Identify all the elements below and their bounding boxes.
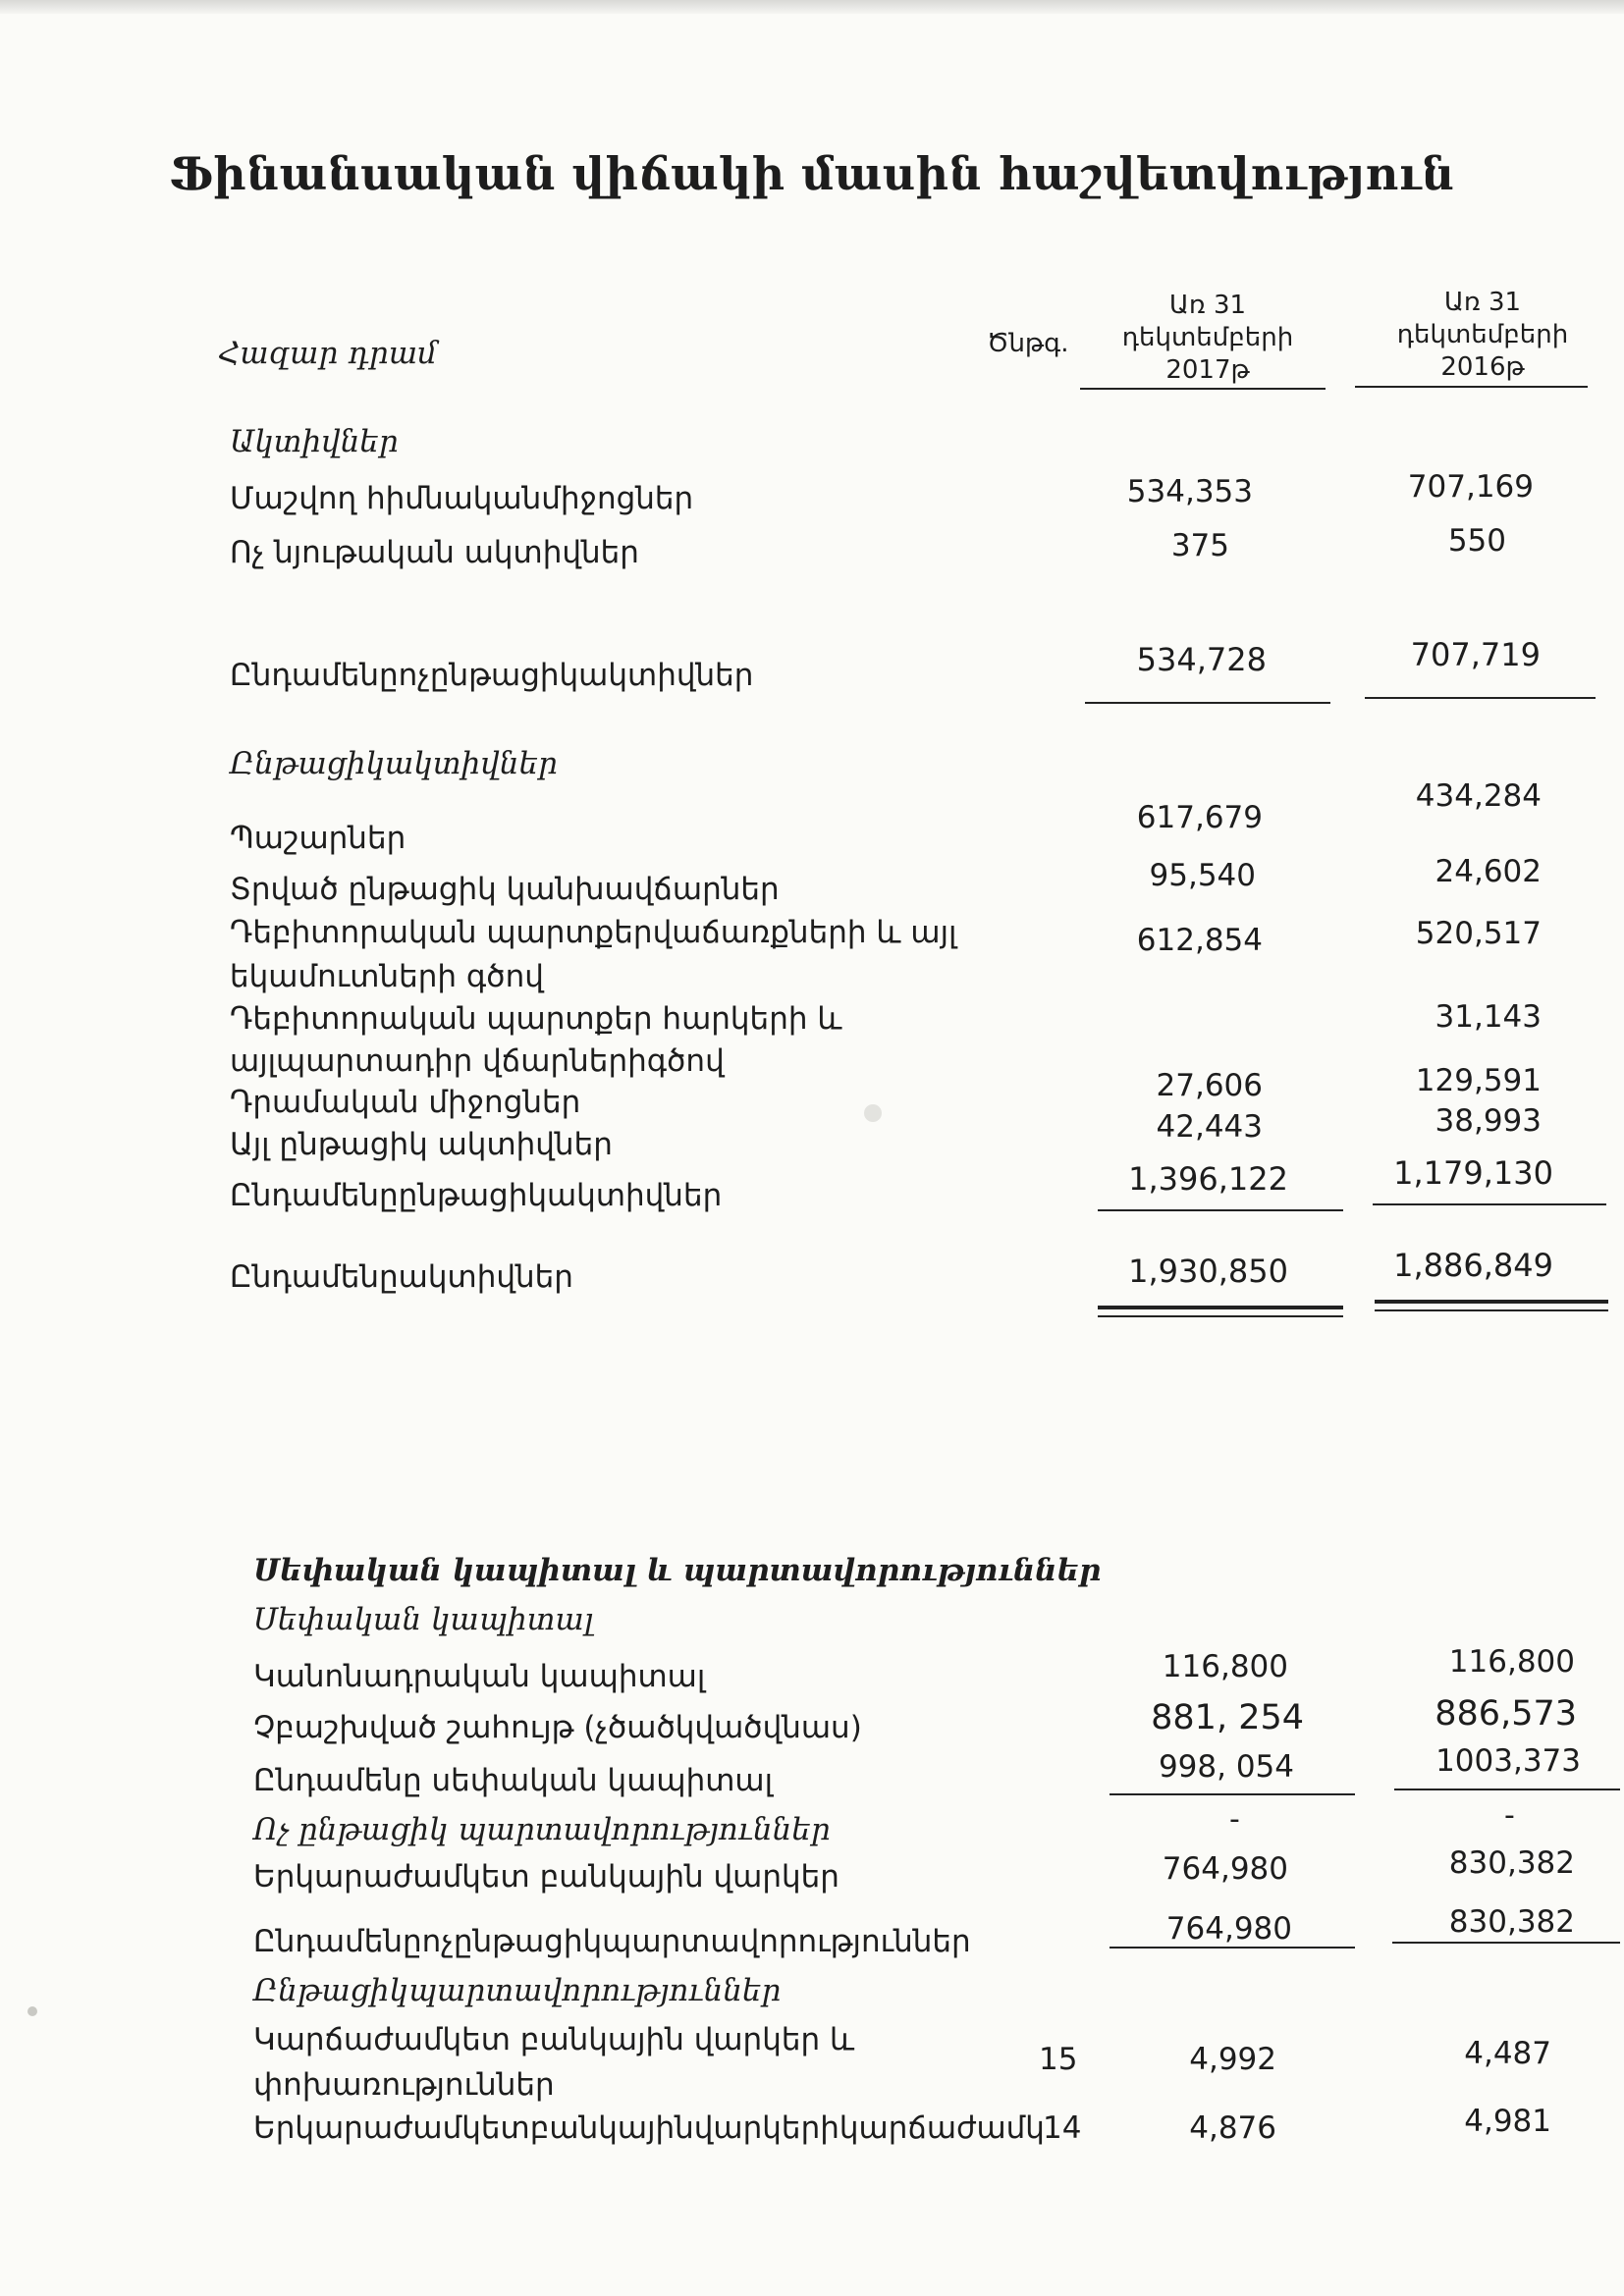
column-header-2016: Առ 31 դեկտեմբերի 2016թ: [1396, 288, 1569, 382]
total-underline-2016: [1394, 1789, 1620, 1790]
total-value-2016: 707,719: [1410, 636, 1541, 673]
row-label: Ոչ նյութական ակտիվներ: [230, 535, 639, 570]
equity-heading: Սեփական կապիտալ: [253, 1602, 594, 1637]
total-label: Ընդամենը սեփական կապիտալ: [253, 1763, 774, 1798]
double-underline-2017-second: [1098, 1315, 1343, 1317]
header-underline-2016: [1355, 386, 1588, 388]
value-2017: 375: [1170, 528, 1229, 563]
note-column-header: Ծնթգ.: [987, 329, 1069, 358]
value-2017: 764,980: [1162, 1851, 1288, 1887]
scan-top-edge: [0, 0, 1624, 14]
value-2017: 617,679: [1136, 800, 1263, 835]
total-underline-2017: [1098, 1209, 1343, 1211]
grand-total-value-2016: 1,886,849: [1393, 1247, 1553, 1284]
row-label-line2: այլպարտադիր վճարներիգծով: [230, 1043, 725, 1079]
noncurrent-liabilities-heading: Ոչ ընթացիկ պարտավորություններ: [253, 1812, 831, 1847]
row-label-line2: փոխառություններ: [253, 2067, 555, 2103]
total-label: Ընդամենըոչընթացիկակտիվներ: [230, 658, 754, 693]
row-label: Երկարաժամկետ բանկային վարկեր: [253, 1859, 839, 1895]
current-liabilities-heading: Ընթացիկպարտավորություններ: [253, 1973, 782, 2008]
total-underline-2016: [1365, 697, 1596, 699]
current-assets-heading: Ընթացիկակտիվներ: [230, 746, 558, 781]
value-2017: 534,353: [1126, 474, 1253, 509]
row-label: Դրամական միջոցներ: [230, 1085, 581, 1120]
unit-label: Հազար դրամ: [218, 336, 438, 371]
total-value-2017: 764,980: [1165, 1911, 1292, 1947]
double-underline-2016-second: [1375, 1309, 1608, 1311]
value-2016: 4,487: [1464, 2036, 1551, 2071]
row-label-line1: Կարճաժամկետ բանկային վարկեր և: [253, 2022, 855, 2057]
value-2016: 550: [1447, 523, 1506, 559]
value-2017: 4,992: [1189, 2042, 1276, 2077]
row-label: Չբաշխված շահույթ (չծածկվածվնաս): [253, 1710, 862, 1745]
total-value-2016: 1003,373: [1435, 1743, 1581, 1779]
row-label: Մաշվող հիմնականմիջոցներ: [230, 481, 694, 516]
double-underline-2017: [1098, 1306, 1343, 1309]
total-underline-2016: [1392, 1942, 1620, 1944]
double-underline-2016: [1375, 1300, 1608, 1304]
value-2017: 27,606: [1156, 1068, 1263, 1103]
total-label: Ընդամենըընթացիկակտիվներ: [230, 1178, 723, 1213]
total-value-2016: 830,382: [1448, 1904, 1575, 1940]
scan-speck: [27, 2006, 37, 2016]
value-2016: 129,591: [1415, 1063, 1542, 1098]
header-underline-2017: [1080, 388, 1326, 390]
value-2016: 4,981: [1464, 2104, 1551, 2139]
value-2016: 707,169: [1407, 469, 1534, 505]
value-2016: 24,602: [1435, 854, 1542, 889]
page-title: Ֆինանսական վիճակի մասին հաշվետվություն: [169, 147, 1455, 200]
row-label: Կանոնադրական կապիտալ: [253, 1659, 706, 1694]
value-2016: 434,284: [1415, 778, 1542, 814]
value-2017: 95,540: [1149, 858, 1256, 893]
value-2016: 38,993: [1435, 1103, 1542, 1139]
value-2017: 612,854: [1136, 923, 1263, 958]
note-ref: 14: [1043, 2110, 1082, 2146]
row-label: Պաշարներ: [230, 821, 406, 856]
dash-2017: -: [1229, 1802, 1240, 1837]
row-label-line1: Դեբիտորական պարտքեր հարկերի և: [230, 1001, 842, 1037]
total-underline-2017: [1110, 1793, 1355, 1795]
total-value-2017: 998, 054: [1158, 1749, 1294, 1785]
dash-2016: -: [1504, 1798, 1515, 1833]
row-label: Տրված ընթացիկ կանխավճարներ: [230, 872, 780, 907]
value-2016: 31,143: [1435, 999, 1542, 1035]
row-label: Երկարաժամկետբանկայինվարկերիկարճաժամկ: [253, 2110, 1045, 2146]
row-label-line2: եկամուտների գծով: [230, 959, 544, 994]
value-2017: 116,800: [1162, 1649, 1288, 1684]
total-underline-2017: [1110, 1947, 1355, 1949]
total-value-2017: 1,396,122: [1128, 1160, 1288, 1198]
grand-total-value-2017: 1,930,850: [1128, 1253, 1288, 1290]
total-underline-2016: [1373, 1203, 1606, 1205]
note-ref: 15: [1039, 2042, 1078, 2077]
total-value-2016: 1,179,130: [1393, 1154, 1553, 1192]
grand-total-label: Ընդամենըակտիվներ: [230, 1259, 573, 1295]
value-2016: 886,573: [1435, 1694, 1577, 1734]
total-label: Ընդամենըոչընթացիկպարտավորություններ: [253, 1924, 971, 1959]
value-2017: 881, 254: [1151, 1698, 1304, 1737]
value-2017: 4,876: [1189, 2110, 1276, 2146]
equity-liabilities-heading: Սեփական կապիտալ և պարտավորություններ: [253, 1553, 1102, 1588]
value-2016: 116,800: [1448, 1644, 1575, 1680]
total-value-2017: 534,728: [1136, 641, 1267, 678]
total-underline-2017: [1085, 702, 1330, 704]
row-label-line1: Դեբիտորական պարտքերվաճառքների և այլ: [230, 915, 957, 950]
scan-speck: [864, 1104, 882, 1122]
row-label: Այլ ընթացիկ ակտիվներ: [230, 1127, 613, 1162]
assets-heading: Ակտիվներ: [230, 424, 399, 459]
column-header-2017: Առ 31 դեկտեմբերի 2017թ: [1121, 291, 1294, 385]
value-2016: 520,517: [1415, 916, 1542, 951]
value-2016: 830,382: [1448, 1845, 1575, 1881]
value-2017: 42,443: [1156, 1109, 1263, 1145]
